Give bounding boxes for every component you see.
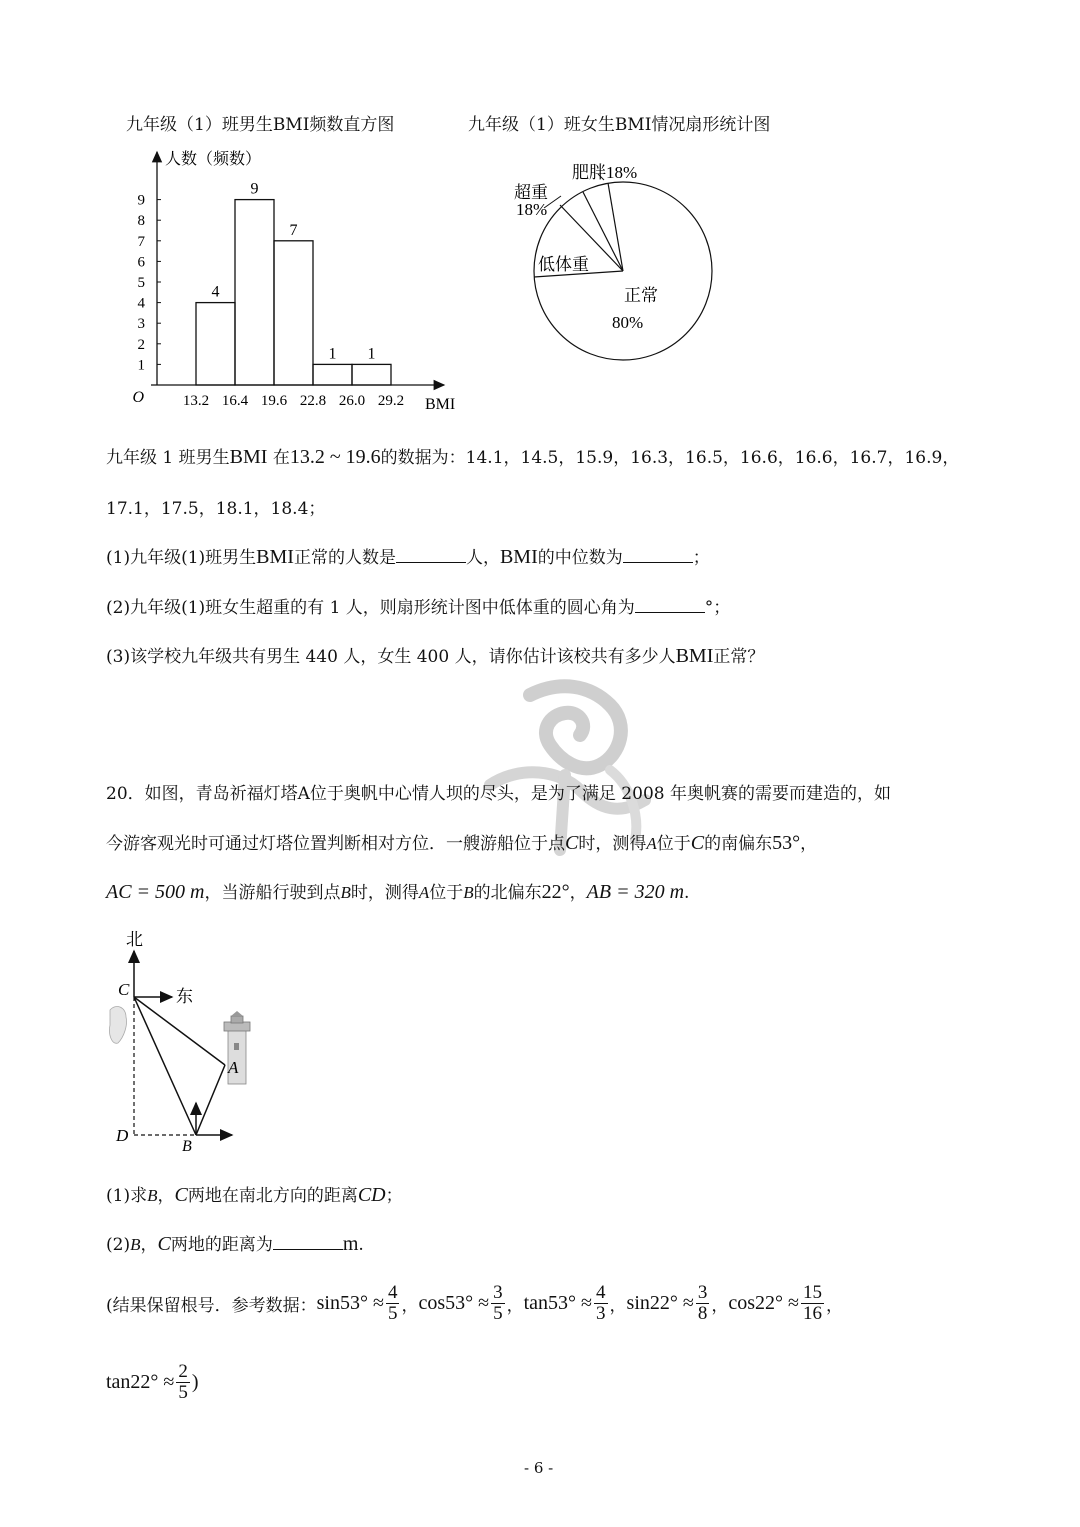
- denominator: 5: [387, 1302, 398, 1324]
- direction-diagram: [100, 925, 280, 1160]
- bmi-term: BMI: [499, 546, 538, 568]
- y-tick-label: 2: [137, 336, 145, 353]
- bar-value-label: 1: [328, 345, 337, 363]
- tan22-term: tan22° ≈: [106, 1370, 175, 1393]
- text: (2): [106, 1235, 131, 1255]
- text: 九年级 1 班男生: [106, 448, 230, 468]
- text: 时，测得: [578, 834, 647, 854]
- rock-sculpture-image: [109, 1006, 126, 1043]
- origin-label: O: [132, 389, 144, 406]
- q20-line2: [106, 829, 817, 855]
- x-tick-label: 19.6: [260, 393, 288, 409]
- bmi-range: 13.2 ~ 19.6: [289, 446, 381, 468]
- reference-data-line1: [106, 1283, 843, 1324]
- text: 的南偏东: [704, 834, 773, 854]
- point-c: C: [690, 832, 705, 854]
- text: 的北偏东: [473, 883, 542, 903]
- text: (3)该学校九年级共有男生 440 人，女生 400 人，请你估计该校共有多少人: [106, 647, 676, 667]
- y-tick-label: 7: [137, 233, 145, 250]
- x-tick-label: 22.8: [299, 393, 327, 409]
- text: .: [358, 1235, 364, 1255]
- ab-expression: AB = 320 m: [586, 881, 685, 903]
- denominator: 5: [493, 1302, 503, 1324]
- y-tick-label: 9: [137, 192, 145, 209]
- y-tick-label: 8: [137, 213, 145, 230]
- numerator: 4: [596, 1282, 606, 1303]
- fraction-sin53: [386, 1283, 400, 1324]
- text: 位于: [429, 883, 464, 903]
- histogram-chart: [120, 140, 470, 420]
- cos22-term: cos22° ≈: [728, 1291, 799, 1314]
- y-tick-label: 3: [137, 316, 145, 333]
- x-axis-label: BMI: [425, 396, 456, 413]
- angle-53: 53°: [772, 832, 801, 854]
- slice-label-normal: 正常: [624, 286, 658, 305]
- histogram-bar: [352, 364, 391, 385]
- text: ；: [692, 548, 710, 568]
- slice-pct-normal: 80%: [612, 313, 644, 332]
- text: ，: [826, 1295, 843, 1316]
- pie-chart: [500, 150, 730, 370]
- fraction-tan53: [594, 1283, 608, 1324]
- bmi-term: BMI: [675, 645, 714, 667]
- east-label: 东: [176, 987, 193, 1006]
- text: .: [684, 883, 690, 903]
- denominator: 16: [803, 1302, 822, 1324]
- page-number: - 6 -: [524, 1459, 554, 1477]
- label-d: D: [116, 1126, 129, 1145]
- point-b: B: [463, 883, 474, 902]
- text: ，: [569, 883, 587, 903]
- text: ，: [140, 1235, 158, 1255]
- segment-cd-term: CD: [357, 1184, 386, 1206]
- numerator: 3: [493, 1282, 503, 1303]
- point-c: C: [565, 832, 579, 854]
- bar-value-label: 1: [367, 345, 376, 363]
- denominator: 5: [178, 1381, 188, 1403]
- cos53-term: cos53° ≈: [418, 1291, 490, 1314]
- bmi-term: BMI: [256, 546, 294, 568]
- point-a: A: [418, 883, 430, 902]
- y-tick-label: 1: [137, 357, 145, 374]
- histogram-bar: [235, 200, 274, 385]
- fraction-cos53: [491, 1283, 505, 1324]
- bar-value-label: 7: [289, 221, 298, 239]
- label-c: C: [118, 980, 130, 999]
- text: 今游客观光时可通过灯塔位置判断相对方位．一艘游船位于点: [106, 834, 565, 854]
- text: ，: [711, 1295, 729, 1316]
- histogram-bar: [196, 303, 235, 385]
- text: (2)九年级(1)班女生超重的有 1 人，则扇形统计图中低体重的圆心角为: [106, 598, 635, 618]
- q20-line1: 20．如图，青岛祈福灯塔A位于奥帆中心情人坝的尽头，是为了满足 2008 年奥帆赛的需要而建造的，如: [106, 784, 891, 804]
- label-b: B: [182, 1138, 192, 1155]
- text: ；: [385, 1186, 403, 1206]
- text: ，: [506, 1295, 524, 1316]
- pie-radius-line: [583, 192, 623, 271]
- histogram-bar: [274, 241, 313, 385]
- denominator: 3: [596, 1302, 606, 1324]
- bmi-term: BMI: [229, 446, 268, 468]
- y-axis-label: 人数（频数）: [165, 151, 262, 168]
- bar-value-label: 9: [250, 180, 259, 198]
- q19-part1: [106, 543, 710, 569]
- x-tick-label: 16.4: [221, 393, 249, 409]
- bar-value-label: 4: [211, 283, 220, 301]
- text: (结果保留根号．参考数据：: [106, 1295, 317, 1316]
- y-tick-label: 6: [137, 254, 145, 271]
- data-values: 的数据为：14.1，14.5，15.9，16.3，16.5，16.6，16.6，16.7，16.9，: [380, 448, 960, 468]
- x-tick-label: 13.2: [182, 393, 210, 409]
- fraction-cos22: [801, 1283, 824, 1324]
- text: 的中位数为: [537, 548, 623, 568]
- q19-data-line1: [106, 443, 959, 469]
- slice-label-underweight: 低体重: [538, 255, 589, 274]
- segment-ba: [196, 1065, 225, 1135]
- point-a: A: [646, 834, 657, 853]
- point-c: C: [157, 1233, 171, 1255]
- text: ，当游船行驶到点: [204, 883, 341, 903]
- numerator: 2: [178, 1361, 188, 1382]
- answer-blank[interactable]: [635, 598, 705, 613]
- slice-label-overweight: 超重: [514, 183, 548, 202]
- point-b: B: [130, 1235, 141, 1254]
- text: 两地的距离为: [170, 1235, 273, 1255]
- numerator: 15: [803, 1282, 822, 1303]
- pie-chart-title: 九年级（1）班女生BMI情况扇形统计图: [468, 115, 771, 135]
- sin22-term: sin22° ≈: [626, 1291, 694, 1314]
- q20-line3: [106, 878, 689, 904]
- unit-m: m: [342, 1233, 359, 1255]
- q20-part1: [106, 1181, 403, 1207]
- text: (1)九年级(1)班男生: [106, 548, 257, 568]
- q20-part2: [106, 1230, 364, 1256]
- text: 正常的人数是: [293, 548, 396, 568]
- text: ): [191, 1370, 199, 1393]
- text: 两地在南北方向的距离: [187, 1186, 358, 1206]
- text: ，: [609, 1295, 627, 1316]
- text: 位于: [656, 834, 691, 854]
- point-c: C: [174, 1184, 188, 1206]
- reference-data-line2: [106, 1362, 199, 1403]
- answer-blank[interactable]: [273, 1235, 343, 1250]
- sin53-term: sin53° ≈: [316, 1291, 384, 1314]
- histogram-title: 九年级（1）班男生BMI频数直方图: [126, 115, 395, 135]
- histogram-bar: [313, 364, 352, 385]
- answer-blank[interactable]: [623, 548, 693, 563]
- numerator: 3: [697, 1282, 708, 1303]
- text: ，: [800, 834, 818, 854]
- q19-data-line2: 17.1，17.5，18.1，18.4；: [106, 499, 326, 519]
- label-a: A: [228, 1058, 239, 1077]
- text: °；: [704, 598, 731, 618]
- denominator: 8: [697, 1302, 708, 1324]
- text: ，: [401, 1295, 419, 1316]
- tan53-term: tan53° ≈: [523, 1291, 593, 1314]
- y-tick-label: 5: [137, 275, 145, 291]
- y-tick-label: 4: [137, 295, 145, 312]
- ac-expression: AC = 500 m: [106, 881, 205, 903]
- slice-pct-overweight: 18%: [516, 200, 548, 219]
- segment-cb: [134, 997, 196, 1135]
- text: 人，: [465, 548, 500, 568]
- numerator: 4: [387, 1282, 398, 1303]
- text: 正常？: [713, 647, 765, 667]
- north-label: 北: [126, 930, 143, 949]
- answer-blank[interactable]: [396, 548, 466, 563]
- segment-ca: [134, 997, 225, 1065]
- text: (1)求: [106, 1186, 148, 1206]
- text: 时，测得: [350, 883, 419, 903]
- slice-label-obese: 肥胖18%: [572, 163, 638, 182]
- fraction-tan22: [176, 1362, 190, 1403]
- q19-part3: [106, 642, 764, 668]
- text: 在: [267, 448, 290, 468]
- angle-22: 22°: [541, 881, 570, 903]
- point-b: B: [147, 1186, 158, 1205]
- point-b: B: [340, 883, 351, 902]
- q19-part2: [106, 593, 730, 618]
- text: ，: [157, 1186, 175, 1206]
- fraction-sin22: [696, 1283, 710, 1324]
- x-tick-label: 29.2: [377, 393, 405, 409]
- x-tick-label: 26.0: [338, 393, 366, 409]
